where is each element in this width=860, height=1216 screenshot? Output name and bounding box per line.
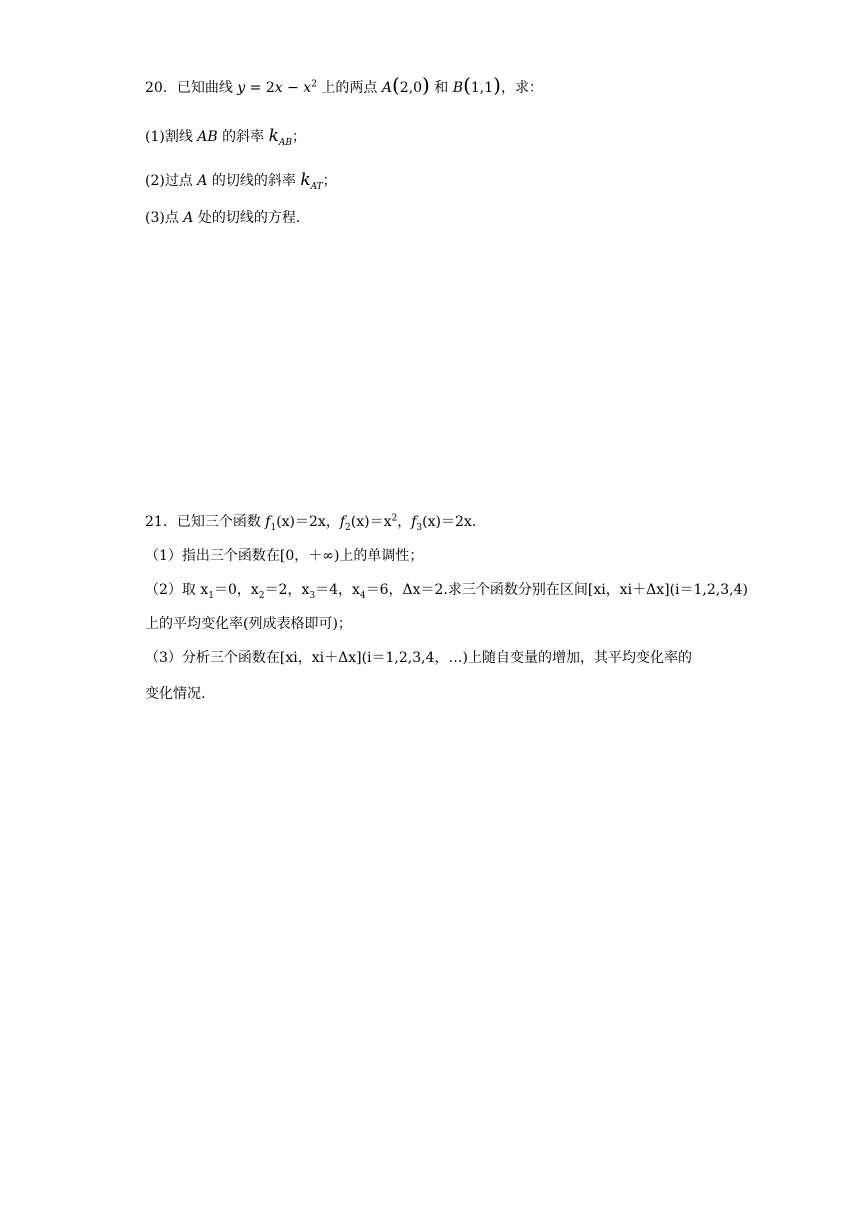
paren-close: ) (422, 73, 430, 97)
func-f3-def: (x)＝2x. (422, 514, 477, 530)
part2-text-a: （2）取 x (145, 582, 209, 598)
part2-end: ； (322, 173, 337, 189)
q21-stem (145, 512, 476, 532)
q20-stem (145, 73, 543, 98)
paren-close: ) (493, 73, 501, 97)
eq-exponent: 2 (311, 79, 317, 90)
slope-k: k (300, 170, 311, 190)
func-f2: f (339, 514, 346, 530)
part3-line1: （3）分析三个函数在[xi，xi＋Δx](i＝1,2,3,4，…)上随自变量的增加，其平均变化率的 (145, 650, 692, 666)
sub-4: 4 (359, 590, 366, 601)
paren-open: ( (463, 73, 471, 97)
part1-text: （1）指出三个函数在[0，＋∞)上的单调性； (145, 548, 424, 564)
part3-prefix: (3)点 (145, 210, 184, 226)
func-f1-def: (x)＝2x， (276, 514, 340, 530)
point-b-coords: 1,1 (470, 80, 494, 96)
part2-text-b: ＝0，x (214, 582, 259, 598)
func-f3: f (411, 514, 417, 530)
q21-intro: 已知三个函数 (176, 514, 266, 530)
point-a: A (197, 173, 208, 189)
func-f2-end: ， (397, 514, 412, 530)
part1-mid: 的斜率 (217, 129, 269, 145)
func-f1-subscript: 1 (270, 522, 277, 533)
part2-text-d: ＝4，x (315, 582, 360, 598)
q20-part2 (145, 170, 337, 191)
q20-part1 (145, 126, 306, 147)
sub-1: 1 (208, 590, 214, 601)
part2-text-c: ＝2，x (264, 582, 310, 598)
part2-line2: 上的平均变化率(列成表格即可)； (145, 616, 352, 632)
q21-part1 (145, 546, 423, 566)
slope-subscript: AB (278, 137, 293, 148)
func-f1: f (265, 514, 271, 530)
func-f2-exponent: 2 (391, 513, 398, 524)
q21-number: 21． (145, 514, 177, 530)
part2-text-e: ＝6，Δx＝2.求三个函数分别在区间[xi，xi＋Δx](i＝1,2,3,4) (365, 582, 748, 598)
q20-part3 (145, 208, 300, 228)
slope-k: k (268, 126, 279, 146)
point-a-label: A (381, 80, 392, 96)
q21-part3 (145, 648, 692, 668)
q20-on-points: 上的两点 (316, 80, 382, 96)
eq-mid: = 2 (245, 80, 275, 96)
sub-3: 3 (309, 590, 316, 601)
point-b-label: B (452, 80, 464, 96)
eq-x2: x (303, 80, 312, 96)
q21-part3-line2 (145, 684, 205, 704)
part3-end: 处的切线的方程. (193, 210, 301, 226)
part1-prefix: (1)割线 (145, 129, 198, 145)
func-f2-def: (x)＝x (350, 514, 392, 530)
segment-ab: AB (197, 129, 218, 145)
q21-part2-line2 (145, 614, 352, 634)
q20-and: 和 (429, 80, 453, 96)
sub-2: 2 (258, 590, 265, 601)
eq-x: x (274, 80, 283, 96)
eq-y: y (237, 80, 246, 96)
q21-part2 (145, 580, 748, 600)
part3-line2: 变化情况. (145, 686, 206, 702)
point-a: A (183, 210, 194, 226)
func-f3-subscript: 3 (416, 522, 423, 533)
paren-open: ( (391, 73, 400, 97)
slope-subscript: AT (310, 181, 323, 192)
q20-number: 20． (145, 80, 177, 96)
part1-end: ； (292, 129, 307, 145)
func-f2-subscript: 2 (345, 522, 351, 533)
part2-prefix: (2)过点 (145, 173, 198, 189)
q20-intro: 已知曲线 (176, 80, 238, 96)
point-a-coords: 2,0 (399, 80, 423, 96)
eq-minus: − (282, 80, 304, 96)
part2-mid: 的切线的斜率 (207, 173, 301, 189)
q20-tail: ，求： (500, 80, 543, 96)
